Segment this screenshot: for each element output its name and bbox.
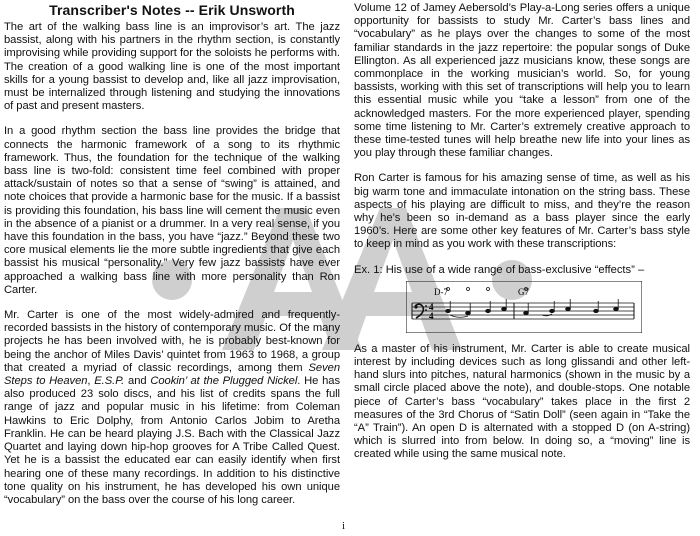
paragraph-volume-12: Volume 12 of Jamey Aebersold’s Play-a-Long series offers a unique opportunity for bassists to study Mr. Carter’s bass lines and “vocabulary” as he plays over the changes to some of the most familiar standards in the jazz repertoire: the popular songs of Duke Ellington. As all experienced jazz musicians know, these songs are commonplace in the working musician’s world. So, for young bassists, working with this set of transcriptions will help you to learn this essential music while you “take a lesson” from one of the acknowledged masters. For the more experienced player, spending some time listening to Mr. Carter’s extremely creative approach to these time-tested tunes will help breathe new life into your lines as you play through these familiar changes. — [354, 2, 690, 160]
text-run: and — [124, 375, 151, 388]
text-run: . He has also produced 23 solo discs, and his list of credits spans the full range of jazz and popular music in his lifetime: from Coleman Hawkins to Eric Dolphy, from Antonio Carlos Jobim to Aretha Franklin. He can be heard playing J.S. Bach with the Classical Jazz Quartet and laying down hip-hop grooves for A Tribe Called Quest. Yet he is a bassist the educated ear can easily identify when first hearing one of these many recordings. In addition to his distinctive tone quality on his instrument, he has developed his own unique “vocabulary” on the bass over the course of his long career. — [4, 375, 341, 506]
notes-measure-1 — [446, 287, 507, 317]
notes-measure-2 — [524, 287, 619, 315]
paragraph-rhythm-section: In a good rhythm section the bass line provides the bridge that connects the harmonic framework of a song to its rhythmic framework. Thus, the foundation for the technique of the walking bass line is two-fold: consistent time feel combined with proper attack/sustain of notes so that a sense of “swing” is attained, and note choices that provide a harmonic base for the music. If a bassist is providing this foundation, his bass line will cement the music even in the absence of a pianist or a drummer. In a very real sense, if you have this foundation in the bass, you have “jazz.” Beyond these two core musical elements lie the more subtle ingredients that give each bassist his musical “personality.” Very few jazz bassists have ever approached a walking bass line with more personality than Ron Carter. — [4, 125, 340, 296]
album-title-seven-steps: Seven Steps to Heaven — [4, 361, 340, 388]
page-title: Transcriber's Notes -- Erik Unsworth — [49, 2, 295, 18]
left-column — [4, 2, 340, 519]
text-run: Mr. Carter is one of the most widely-admired and frequently-recorded bassists in the history of contemporary music. Of the many projects he has been involved with, he is probably best-known for being the anchor of Miles Davis’ quintet from 1963 to 1968, a group that created a myriad of classic recordings, among them — [4, 309, 340, 374]
paragraph-walking-bass-art: The art of the walking bass line is an improvisor’s art. The jazz bassist, along with his partners in the rhythm section, is constantly improvising while providing support for the soloists he performs with. The creation of a good walking line is one of the most important skills for a young bassist to develop and, like all jazz improvisation, must be internalized through listening and studying the innovations of past and present masters. — [4, 21, 340, 113]
chord-symbol-g7: G7 — [518, 286, 529, 297]
page-number: i — [342, 520, 346, 532]
paragraph-carter-tone: Ron Carter is famous for his amazing sense of time, as well as his big warm tone and immaculate intonation on the string bass. These aspects of his playing are difficult to miss, and they’re the reason why he’s been so in-demand as a bass player since the early 1960’s. Here are some other key features of Mr. Carter’s bass style to keep in mind as you work with these transcriptions: — [354, 172, 690, 251]
text-run: , — [87, 375, 95, 388]
right-column — [354, 2, 690, 474]
paragraph-instrument-mastery: As a master of his instrument, Mr. Carter is able to create musical interest by including devices such as long glissandi and other left-hand slurs into pitches, natural harmonics (shown in the music by a small circle placed above the note), and double-stops. One notable piece of Carter’s bass “vocabulary” takes place in the first 2 measures of the 3rd Chorus of “Satin Doll” (seen again in “Take the “A” Train”). An open D is alternated with a stopped D (on A-string) which is slurred into from below. In doing so, a “moving” line is created while using the same musical note. — [354, 342, 690, 461]
album-title-plugged-nickel: Cookin’ at the Plugged Nickel — [150, 375, 298, 388]
example-1-caption: Ex. 1: His use of a wide range of bass-exclusive “effects” – — [354, 263, 645, 276]
music-staff — [406, 281, 642, 333]
time-signature-top: 4 — [429, 301, 434, 312]
paragraph-carter-career — [4, 309, 340, 507]
chord-symbol-d-minor-7: D-7 — [434, 286, 448, 297]
time-signature-bottom: 4 — [429, 310, 434, 321]
album-title-esp: E.S.P. — [94, 375, 125, 388]
music-example — [406, 281, 642, 333]
